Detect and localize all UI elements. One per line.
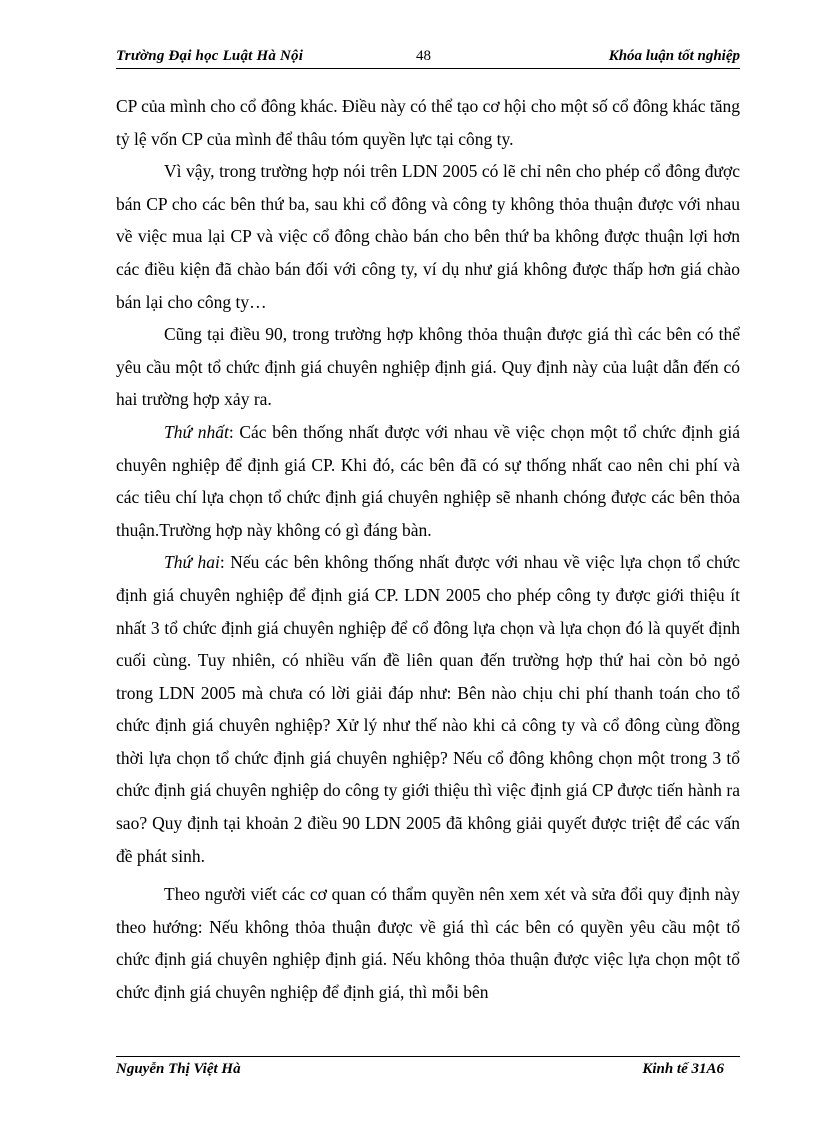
page-footer [116,1056,740,1079]
paragraph-5-text: : Nếu các bên không thống nhất được với nhau về việc lựa chọn tổ chức định giá chuyên nghiệp để định giá CP. LDN 2005 cho phép công ty được giới thiệu ít nhất 3 tổ chức định giá chuyên nghiệp để cổ đông lựa chọn và lựa chọn đó là quyết định cuối cùng. Tuy nhiên, có nhiều vấn đề liên quan đến trường hợp thứ hai còn bỏ ngỏ trong LDN 2005 mà chưa có lời giải đáp như: Bên nào chịu chi phí thanh toán cho tổ chức định giá chuyên nghiệp? Xử lý như thế nào khi cả công ty và cổ đông cùng đồng thời lựa chọn tổ chức định giá chuyên nghiệp? Nếu cổ đông không chọn một trong 3 tổ chức định giá chuyên nghiệp do công ty giới thiệu thì việc định giá CP được tiến hành ra sao? Quy định tại khoản 2 điều 90 LDN 2005 đã không giải quyết được triệt để các vấn đề phát sinh. [116,552,740,866]
paragraph-1: CP của mình cho cổ đông khác. Điều này có thể tạo cơ hội cho một số cổ đông khác tăng tỷ lệ vốn CP của mình để thâu tóm quyền lực tại công ty. [116,96,740,149]
footer-class: Kinh tế 31A6 [642,1061,724,1077]
paragraph-3 [116,318,740,416]
header-document-type: Khóa luận tốt nghiệp [608,48,740,64]
paragraph-2: Vì vậy, trong trường hợp nói trên LDN 2005 có lẽ chỉ nên cho phép cổ đông được bán CP cho các bên thứ ba, sau khi cổ đông và công ty không thỏa thuận được với nhau về việc mua lại CP và việc cổ đông chào bán cho bên thứ ba không được thuận lợi hơn các điều kiện đã chào bán đối với công ty, ví dụ như giá không được thấp hơn giá chào bán lại cho công ty… [116,161,740,312]
paragraph-5 [116,546,740,872]
paragraph-4 [116,416,740,546]
paragraph-6: Theo người viết các cơ quan có thẩm quyền nên xem xét và sửa đổi quy định này theo hướng: Nếu không thỏa thuận được về giá thì các bên có quyền yêu cầu một tổ chức định giá chuyên nghiệp định giá. Nếu không thỏa thuận được việc lựa chọn một tổ chức định giá chuyên nghiệp để định giá, thì mỗi bên [116,884,740,1003]
paragraph-4-text: : Các bên thống nhất được với nhau về việc chọn một tổ chức định giá chuyên nghiệp để định giá CP. Khi đó, các bên đã có sự thống nhất cao nên chi phí và các tiêu chí lựa chọn tổ chức định giá chuyên nghiệp sẽ nhanh chóng được các bên thỏa thuận.Trường hợp này không có gì đáng bàn. [116,421,741,540]
header-page-number: 48 [416,48,431,64]
paragraph-3-text: Cũng tại điều 90, trong trường hợp không thỏa thuận được giá thì các bên có thể yêu cầu một tổ chức định giá chuyên nghiệp định giá. Quy định này của luật dẫn đến có hai trường hợp xảy ra. [116,324,740,410]
page-header [116,46,740,69]
paragraph-4-lead: Thứ nhất [164,421,229,442]
header-school-name: Trường Đại học Luật Hà Nội [116,48,304,64]
paragraph-5-lead: Thứ hai [164,552,220,573]
footer-author: Nguyễn Thị Việt Hà [116,1061,241,1077]
body-text [116,90,740,1009]
